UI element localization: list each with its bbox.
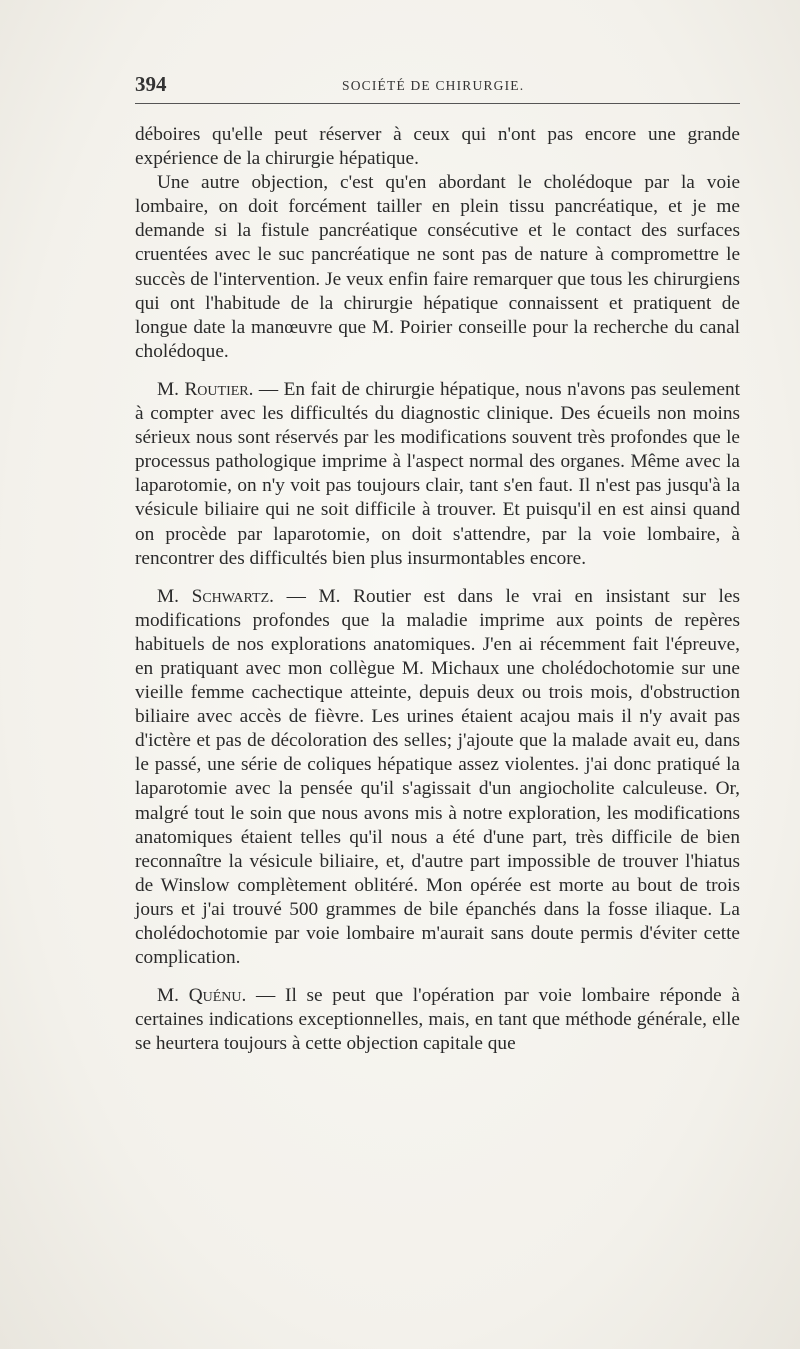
paragraph-text: — M. Routier est dans le vrai en insistant sur les modifications profondes que la maladie imprime aux points de repères habituels de nos explorations anatomiques. J'en ai récemment fait l'épreuve, en pratiquant avec mon collègue M. Michaux une cholédochotomie sur une vieille femme cachectique atteinte, depuis deux ou trois mois, d'obstruction biliaire avec accès de fièvre. Les urines étaient acajou mais il n'y avait pas d'ictère et pas de décoloration des selles; j'ajoute que la malade avait eu, dans le passé, une série de coliques hépatique assez violentes. j'ai donc pratiqué la laparotomie avec la pensée qu'il s'agissait d'un angiocholite calculeuse. Or, malgré tout le soin que nous avons mis à notre exploration, les modifications anatomiques étaient telles qu'il nous a été d'une part, très difficile de bien reconnaître la vésicule biliaire, et, d'autre part impossible de trouver l'hiatus de Winslow complètement oblitéré. Mon opérée est morte au bout de trois jours et j'ai trouvé 500 grammes de bile épanchés dans la fosse iliaque. La cholédochotomie par voie lombaire m'aurait sans doute permis d'éviter cette complication. — [135, 585, 740, 969]
speaker-name: Quénu. — [188, 985, 247, 1007]
body-text — [135, 123, 740, 1056]
paragraph-text: Une autre objection, c'est qu'en abordant le cholédoque par la voie lombaire, on doit forcément tailler en plein tissu pancréatique, et je me demande si la fistule pancréatique consécutive et le contact des surfaces cruentées avec le suc pancréatique ne sont pas de nature à compromettre le succès de l'intervention. Je veux enfin faire remarquer que tous les chirurgiens qui ont l'habitude de la chirurgie hépatique connaissent et pratiquent de longue date la manœuvre que M. Poirier conseille pour la recherche du canal cholédoque. — [135, 172, 740, 362]
paragraph-schwartz — [135, 585, 740, 971]
paragraph-text: — Il se peut que l'opération par voie lombaire réponde à certaines indications exceptionnelles, mais, en tant que méthode générale, elle se heurtera toujours à cette objection capitale que — [135, 985, 740, 1055]
page-header — [135, 72, 740, 102]
paragraph-routier — [135, 378, 740, 571]
paragraph-quenu — [135, 984, 740, 1056]
header-rule — [135, 103, 740, 104]
speaker-prefix: M. — [157, 585, 179, 607]
speaker-name: Schwartz. — [191, 585, 274, 607]
page-number: 394 — [135, 72, 167, 96]
speaker-prefix: M. — [157, 378, 179, 400]
paragraph-objection — [135, 171, 740, 364]
paragraph-continuation — [135, 123, 740, 171]
paragraph-text: — En fait de chirurgie hépatique, nous n'avons pas seulement à compter avec les difficultés du diagnostic clinique. Des écueils non moins sérieux nous sont réservés par les modifications souvent très profondes que le processus pathologique imprime à l'aspect normal des organes. Même avec la laparotomie, on n'y voit pas toujours clair, tant s'en faut. Il n'est pas jusqu'à la vésicule biliaire qui ne soit difficile à trouver. Et puisqu'il en est ainsi quand on procède par laparotomie, on doit s'attendre, par la voie lombaire, à rencontrer des difficultés bien plus insurmontables encore. — [135, 378, 741, 569]
running-head: SOCIÉTÉ DE CHIRURGIE. — [342, 78, 525, 93]
speaker-name: Routier. — [184, 378, 254, 400]
speaker-prefix: M. — [157, 985, 179, 1007]
paragraph-text: déboires qu'elle peut réserver à ceux qui n'ont pas encore une grande expérience de la chirurgie hépatique. — [135, 124, 740, 170]
